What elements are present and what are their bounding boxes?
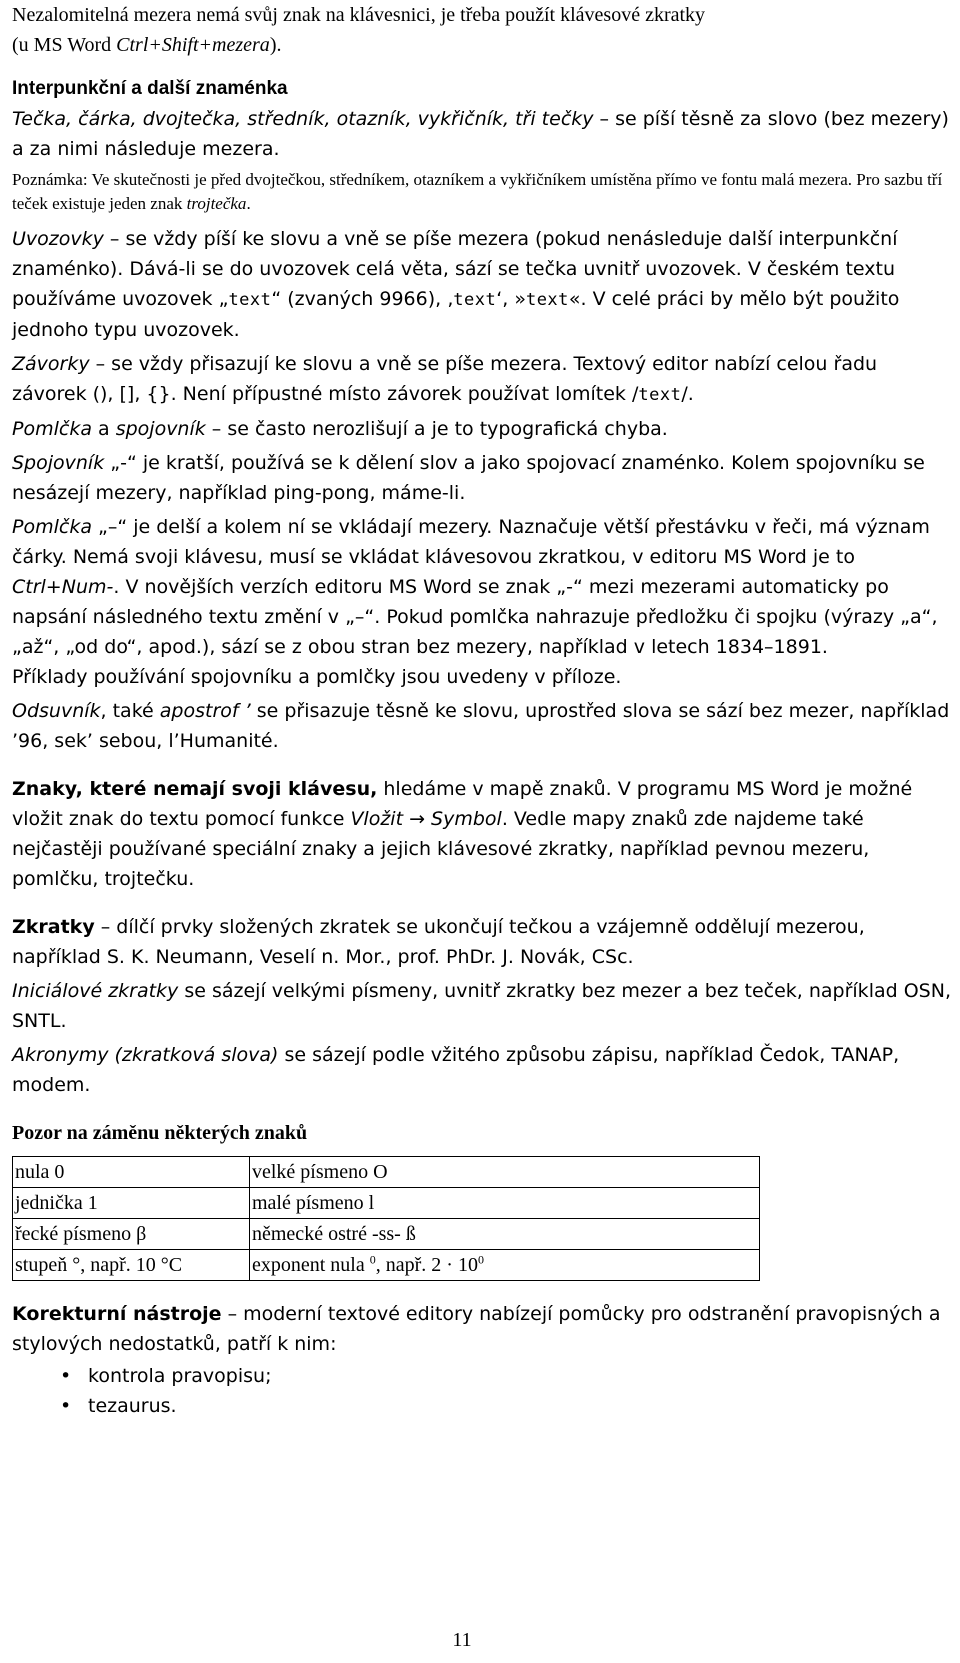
tools-paragraph — [12, 1299, 952, 1359]
special-text-2: . Vedle mapy znaků zde najdeme také nejčastěji používané speciální znaky a jejich klávesové zkratky, například pevnou mezeru, pomlčku, trojtečku. — [12, 808, 870, 890]
exponent-text-1: exponent nula — [252, 1254, 370, 1276]
interp-note-text: Poznámka: Ve skutečnosti je před dvojtečkou, středníkem, otazníkem a vykřičníkem umístěna přímo ve fontu malá mezera. Pro sazbu tří teček existuje jeden znak — [12, 170, 943, 213]
special-bold: Znaky, které nemají svoji klávesu, — [12, 778, 378, 800]
hyphen-term: Spojovník — [12, 452, 105, 474]
apostrophe-term-1: Odsuvník — [12, 700, 101, 722]
intro-line-2-post: ). — [269, 34, 282, 56]
brackets-text-2: /. — [681, 383, 694, 405]
table-cell: velké písmeno O — [250, 1157, 760, 1188]
tools-list — [12, 1361, 952, 1421]
table-row — [13, 1188, 760, 1219]
list-item — [60, 1391, 952, 1421]
interp-term: Tečka, čárka, dvojtečka, středník, otazník, vykřičník, tři tečky — [12, 108, 594, 130]
interp-paragraph — [12, 104, 952, 164]
quotes-term: Uvozovky — [12, 228, 104, 250]
menu-insert: Vložit — [350, 808, 404, 830]
acronyms-paragraph — [12, 1040, 952, 1100]
quotes-paragraph — [12, 224, 952, 345]
abbrev-bold: Zkratky — [12, 916, 95, 938]
quotes-example-2: text — [453, 290, 497, 310]
brackets-paragraph — [12, 349, 952, 410]
list-item-text: tezaurus. — [88, 1395, 177, 1417]
brackets-text-1: – se vždy přisazují ke slovu a vně se píše mezera. Textový editor nabízí celou řadu závorek (), [], {}. Není přípustné místo závorek používat lomítek / — [12, 353, 878, 405]
acronyms-term: Akronymy (zkratková slova) — [12, 1044, 279, 1066]
intro-line-1: Nezalomitelná mezera nemá svůj znak na klávesnici, je třeba použít klávesové zkratky — [12, 4, 706, 26]
apostrophe-term-2: apostrof ’ — [159, 700, 251, 722]
apostrophe-text-1: , také — [100, 700, 160, 722]
quotes-text-1: – se vždy píší ke slovu a vně se píše mezera (pokud nenásleduje další interpunkční znaménko). Dává-li se do uvozovek celá věta, sází se tečka uvnitř uvozovek. V českém textu používáme uvozovek „ — [12, 228, 898, 310]
quotes-text-2: “ (zvaných 9966), ‚ — [271, 288, 454, 310]
brackets-example: text — [638, 385, 682, 405]
interp-note — [12, 168, 952, 216]
quotes-example-3: text — [525, 290, 569, 310]
intro-paragraph — [12, 0, 952, 60]
page-number: 11 — [452, 1629, 472, 1651]
table-row — [13, 1157, 760, 1188]
abbrev-paragraph — [12, 912, 952, 972]
exponent-text-2: , např. 2 · 10 — [375, 1254, 478, 1276]
apostrophe-text-2: se přisazuje těsně ke slovu, uprostřed slova se sází bez mezer, například ’96, sek’ sebou, l’Humanité. — [12, 700, 950, 752]
quotes-example-1: text — [228, 290, 272, 310]
table-row — [13, 1250, 760, 1281]
brackets-term: Závorky — [12, 353, 90, 375]
dash-text: – se často nerozlišují a je to typografická chyba. — [205, 418, 668, 440]
initials-paragraph — [12, 976, 952, 1036]
interp-heading: Interpunkční a další znaménka — [12, 78, 288, 99]
swap-heading: Pozor na záměnu některých znaků — [12, 1122, 308, 1144]
table-cell: nula 0 — [13, 1157, 250, 1188]
shortcut-ctrl-shift-space: Ctrl+Shift+mezera — [116, 34, 270, 56]
dash-paragraph — [12, 414, 952, 444]
menu-symbol: Symbol — [431, 808, 502, 830]
endash-text-2: . V novějších verzích editoru MS Word se znak „-“ mezi mezerami automaticky po napsání následného textu změní v „–“. Pokud pomlčka nahrazuje předložku či spojku (výrazy „a“, „až“, „od do“, apod.), sází se z obou stran bez mezery, například v letech 1834–1891. — [12, 576, 938, 658]
tools-bold: Korekturní nástroje — [12, 1303, 222, 1325]
dash-term-1: Pomlčka — [12, 418, 92, 440]
table-cell-exponent — [250, 1250, 760, 1281]
examples-line: Příklady používání spojovníku a pomlčky jsou uvedeny v příloze. — [12, 666, 622, 688]
table-cell: jednička 1 — [13, 1188, 250, 1219]
special-text-1: hledáme v mapě znaků. V programu MS Word je možné vložit znak do textu pomocí funkce — [12, 778, 913, 830]
interp-note-end: . — [246, 194, 251, 213]
table-cell: německé ostré -ss- ß — [250, 1219, 760, 1250]
list-item-text: kontrola pravopisu; — [88, 1365, 272, 1387]
table-cell: malé písmeno l — [250, 1188, 760, 1219]
shortcut-ctrl-num-minus: Ctrl+Num- — [12, 576, 114, 598]
exponent-sup-2: 0 — [477, 1252, 484, 1267]
dash-term-2: spojovník — [115, 418, 206, 440]
initials-term: Iniciálové zkratky — [12, 980, 179, 1002]
interp-note-term: trojtečka — [186, 194, 247, 213]
arrow-icon: → — [403, 808, 432, 830]
bullet-icon: • — [60, 1395, 72, 1417]
apostrophe-paragraph — [12, 696, 952, 756]
exponent-sup-1: 0 — [369, 1252, 376, 1267]
endash-text-1: „–“ je delší a kolem ní se vkládají mezery. Naznačuje větší přestávku v řeči, má význam čárky. Nemá svoji klávesu, musí se vkládat klávesovou zkratkou, v editoru MS Word je to — [12, 516, 930, 568]
hyphen-paragraph — [12, 448, 952, 508]
dash-and: a — [91, 418, 116, 440]
endash-term: Pomlčka — [12, 516, 92, 538]
quotes-text-4: «. V celé práci by mělo být použito jednoho typu uvozovek. — [12, 288, 900, 341]
table-row — [13, 1219, 760, 1250]
abbrev-text: – dílčí prvky složených zkratek se ukončují tečkou a vzájemně oddělují mezerou, například S. K. Neumann, Veselí n. Mor., prof. PhDr. J. Novák, CSc. — [12, 916, 865, 968]
quotes-text-3: ‘, » — [496, 288, 526, 310]
endash-paragraph — [12, 512, 952, 662]
tools-text: – moderní textové editory nabízejí pomůcky pro odstranění pravopisných a stylových nedostatků, patří k nim: — [12, 1303, 941, 1355]
bullet-icon: • — [60, 1365, 72, 1387]
list-item — [60, 1361, 952, 1391]
swap-table — [12, 1156, 760, 1281]
hyphen-text: „-“ je kratší, používá se k dělení slov a jako spojovací znaménko. Kolem spojovníku se nesázejí mezery, například ping-pong, máme-li. — [12, 452, 925, 504]
initials-text: se sázejí velkými písmeny, uvnitř zkratky bez mezer a bez teček, například OSN, SNTL. — [12, 980, 951, 1032]
document-page — [12, 0, 952, 1421]
intro-line-2-pre: (u MS Word — [12, 34, 117, 56]
interp-text: – se píší těsně za slovo (bez mezery) a za nimi následuje mezera. — [12, 108, 949, 160]
acronyms-text: se sázejí podle vžitého způsobu zápisu, například Čedok, TANAP, modem. — [12, 1044, 900, 1096]
table-cell: řecké písmeno β — [13, 1219, 250, 1250]
special-paragraph — [12, 774, 952, 894]
table-cell: stupeň °, např. 10 °C — [13, 1250, 250, 1281]
